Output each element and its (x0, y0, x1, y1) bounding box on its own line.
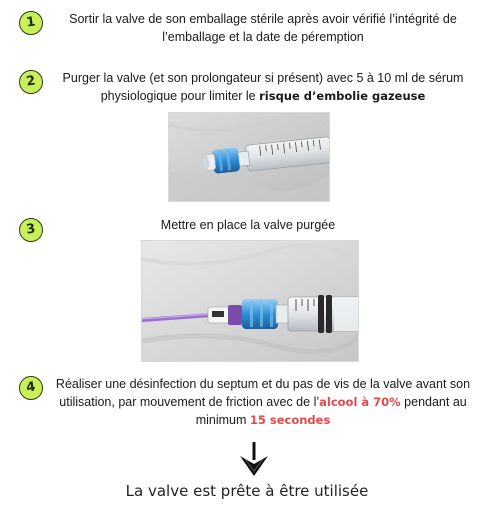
step-3-text (48, 216, 448, 234)
final-status-text: La valve est prête à être utilisée (125, 482, 369, 500)
step-4-badge: 4 (17, 374, 44, 401)
step-2-line-1: Purger la valve (et son prolongateur si présent) avec 5 à 10 ml de sérum (62, 71, 464, 85)
step-3-badge: 3 (17, 216, 44, 243)
purge-valve-photo (168, 112, 330, 202)
duration-emphasis: 15 secondes (249, 413, 331, 427)
step-1-badge: 1 (17, 9, 44, 36)
step-4-line-2 (48, 393, 478, 411)
step-2-badge: 2 (17, 68, 44, 95)
step-4-line-3 (48, 411, 478, 429)
step-4-line-2-prefix: utilisation, par mouvement de friction avec de l’ (59, 395, 320, 409)
step-2-line-2-prefix: physiologique pour limiter le (100, 89, 260, 103)
step-1-line-2: l’emballage et la date de péremption (162, 30, 364, 44)
step-1-line-1: Sortir la valve de son emballage stérile après avoir vérifié l’intégrité de (69, 12, 457, 26)
step-2-line-2 (48, 87, 478, 105)
step-4-text (48, 375, 478, 429)
step-4-line-3-prefix: minimum (195, 413, 250, 427)
purge-valve-illustration (169, 113, 329, 201)
down-arrow-icon (237, 440, 271, 478)
installed-valve-photo (141, 240, 359, 362)
step-4-line-2-suffix: pendant au (400, 395, 467, 409)
step-4-line-1: Réaliser une désinfection du septum et du pas de vis de la valve avant son (55, 377, 471, 391)
step-1-text (48, 10, 478, 46)
step-2-text (48, 69, 478, 105)
installed-valve-illustration (142, 241, 358, 361)
step-3-line-1: Mettre en place la valve purgée (160, 218, 336, 232)
embolism-risk-emphasis: risque d’embolie gazeuse (259, 89, 426, 103)
alcohol-emphasis: alcool à 70% (319, 395, 401, 409)
